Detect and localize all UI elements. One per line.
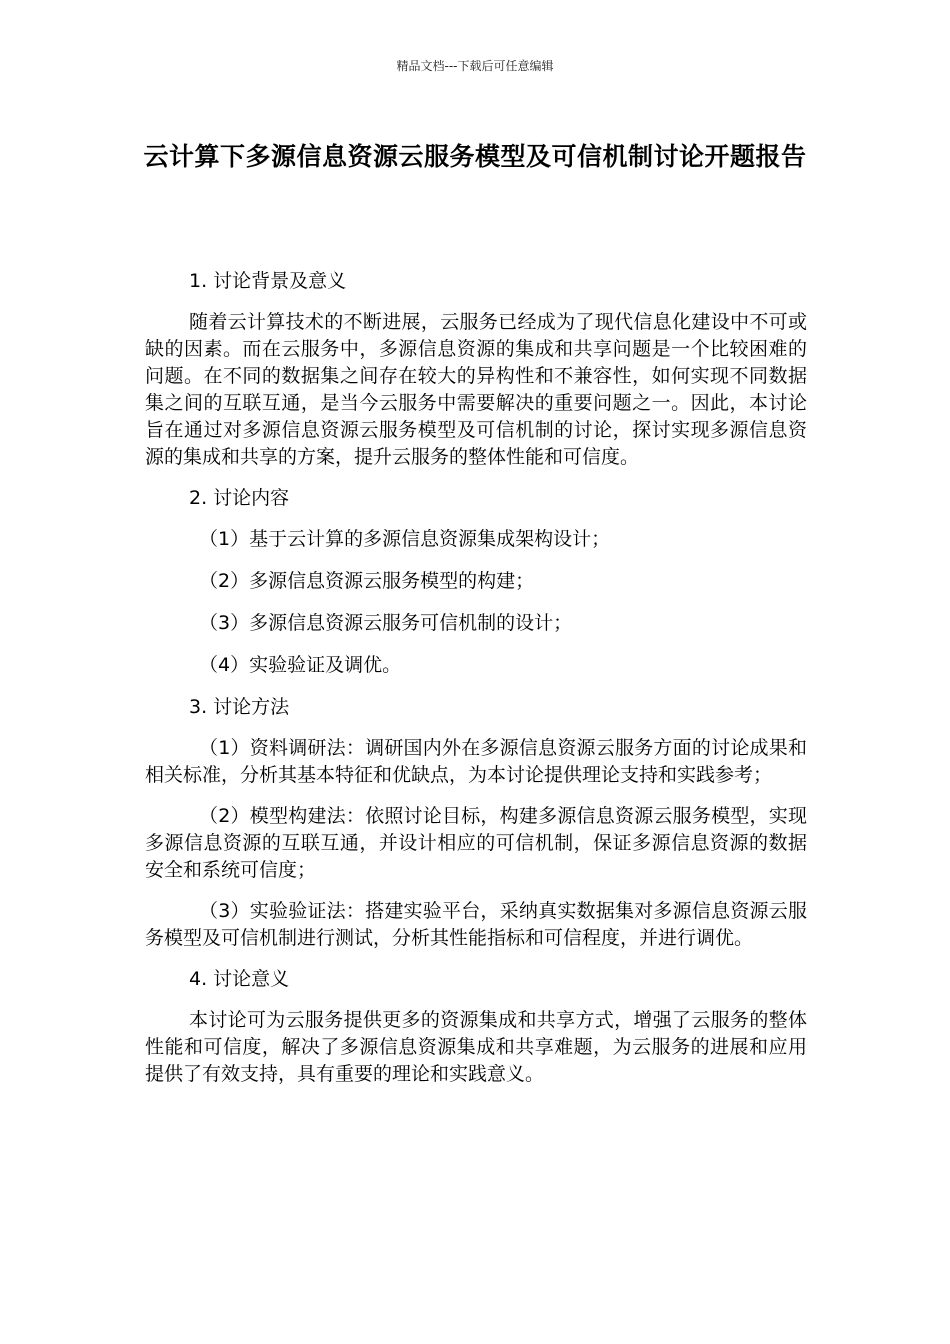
significance-paragraph: 本讨论可为云服务提供更多的资源集成和共享方式，增强了云服务的整体性能和可信度，解决了多源信息资源集成和共享难题，为云服务的进展和应用提供了有效支持，具有重要的理论和实践意义。 (145, 1009, 807, 1085)
content-list-item: （1）基于云计算的多源信息资源集成架构设计； (199, 528, 611, 550)
section-heading-content: 2. 讨论内容 (189, 487, 290, 509)
document-body (145, 268, 807, 1102)
content-list-item: （2）多源信息资源云服务模型的构建； (199, 570, 535, 592)
section-heading-background: 1. 讨论背景及意义 (189, 270, 347, 292)
content-list-item: （3）多源信息资源云服务可信机制的设计； (199, 612, 573, 634)
method-paragraph: （2）模型构建法：依照讨论目标，构建多源信息资源云服务模型，实现多源信息资源的互联互通，并设计相应的可信机制，保证多源信息资源的数据安全和系统可信度； (145, 805, 807, 881)
method-paragraph: （1）资料调研法：调研国内外在多源信息资源云服务方面的讨论成果和相关标准，分析其基本特征和优缺点，为本讨论提供理论支持和实践参考； (145, 737, 807, 786)
page-header: 精品文档---下载后可任意编辑 (396, 59, 554, 73)
document-title: 云计算下多源信息资源云服务模型及可信机制讨论开题报告 (143, 142, 807, 171)
section-heading-methods: 3. 讨论方法 (189, 696, 290, 718)
method-paragraph: （3）实验验证法：搭建实验平台，采纳真实数据集对多源信息资源云服务模型及可信机制进行测试，分析其性能指标和可信程度，并进行调优。 (145, 900, 807, 949)
section-heading-significance: 4. 讨论意义 (189, 968, 290, 990)
background-paragraph: 随着云计算技术的不断进展，云服务已经成为了现代信息化建设中不可或缺的因素。而在云服务中，多源信息资源的集成和共享问题是一个比较困难的问题。在不同的数据集之间存在较大的异构性和不兼容性，如何实现不同数据集之间的互联互通，是当今云服务中需要解决的重要问题之一。因此，本讨论旨在通过对多源信息资源云服务模型及可信机制的讨论，探讨实现多源信息资源的集成和共享的方案，提升云服务的整体性能和可信度。 (145, 311, 807, 468)
content-list-item: （4）实验验证及调优。 (199, 654, 402, 676)
